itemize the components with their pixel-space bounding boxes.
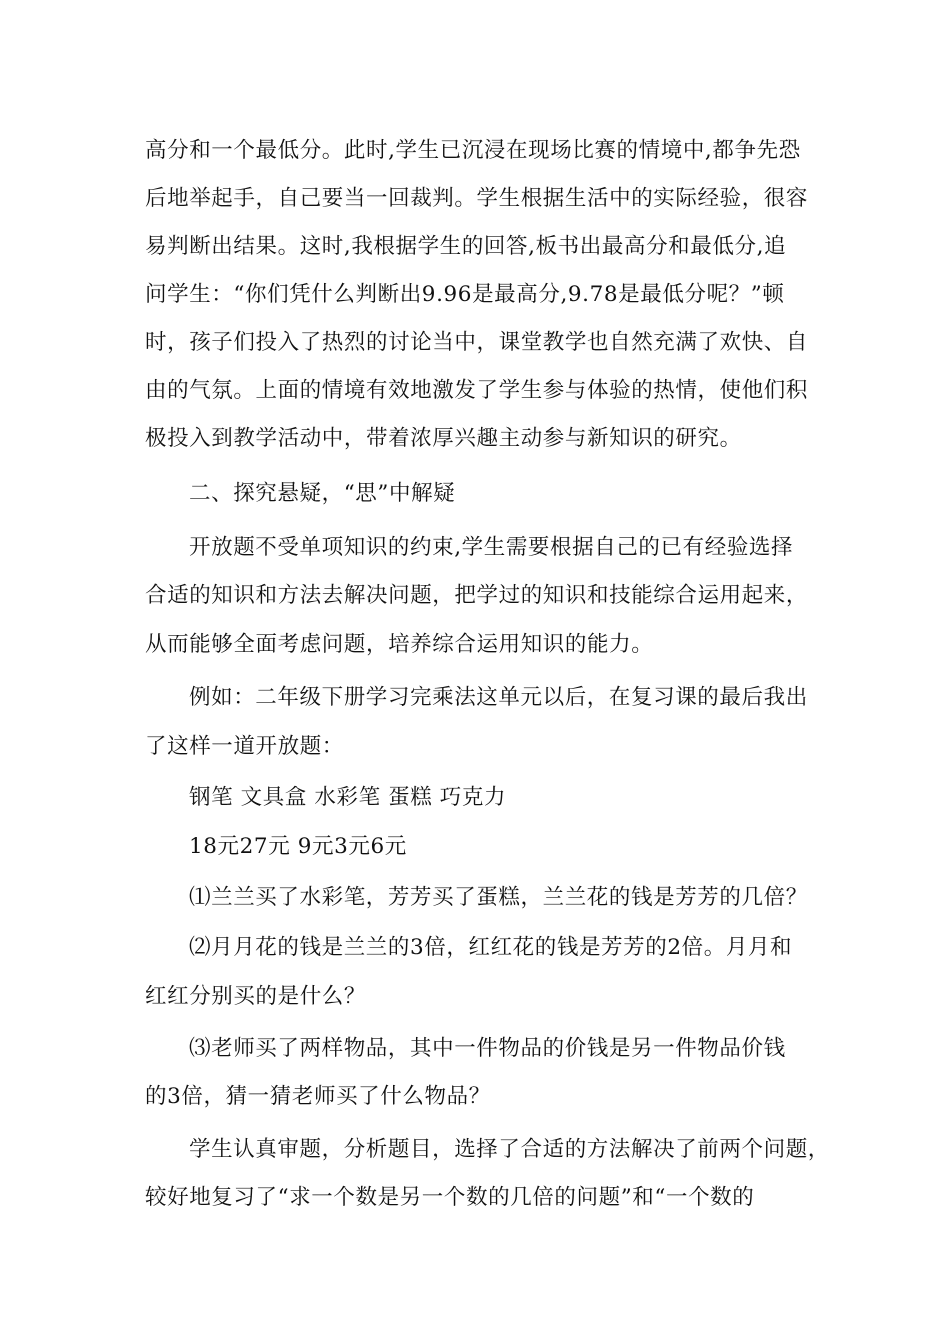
paragraph-line: 时，孩子们投入了热烈的讨论当中，课堂教学也自然充满了欢快、自 bbox=[145, 330, 809, 355]
section-heading: 二、探究悬疑，“思”中解疑 bbox=[189, 481, 456, 506]
question-1: ⑴兰兰买了水彩笔，芳芳买了蛋糕，兰兰花的钱是芳芳的几倍？ bbox=[189, 885, 808, 910]
paragraph-line: 学生认真审题，分析题目，选择了合适的方法解决了前两个问题， bbox=[189, 1137, 830, 1162]
question-2: ⑵月月花的钱是兰兰的3倍，红红花的钱是芳芳的2倍。月月和 bbox=[189, 935, 793, 960]
question-2-cont: 红红分别买的是什么？ bbox=[145, 984, 367, 1009]
paragraph-line: 高分和一个最低分。此时,学生已沉浸在现场比赛的情境中,都争先恐 bbox=[145, 138, 801, 163]
question-3: ⑶老师买了两样物品，其中一件物品的价钱是另一件物品价钱 bbox=[189, 1036, 786, 1061]
item-list: 钢笔 文具盒 水彩笔 蛋糕 巧克力 bbox=[189, 785, 507, 810]
paragraph-line: 了这样一道开放题： bbox=[145, 734, 344, 759]
paragraph-line: 从而能够全面考虑问题，培养综合运用知识的能力。 bbox=[145, 632, 654, 657]
paragraph-line: 易判断出结果。这时,我根据学生的回答,板书出最高分和最低分,追 bbox=[145, 234, 787, 259]
paragraph-line: 极投入到教学活动中，带着浓厚兴趣主动参与新知识的研究。 bbox=[145, 426, 742, 451]
paragraph-line: 开放题不受单项知识的约束,学生需要根据自己的已有经验选择 bbox=[189, 535, 794, 560]
question-3-cont: 的3倍，猜一猜老师买了什么物品？ bbox=[145, 1084, 491, 1109]
paragraph-line: 合适的知识和方法去解决问题，把学过的知识和技能综合运用起来， bbox=[145, 583, 809, 608]
paragraph-line: 例如：二年级下册学习完乘法这单元以后，在复习课的最后我出 bbox=[189, 685, 808, 710]
paragraph-line: 较好地复习了“求一个数是另一个数的几倍的问题”和“一个数的 bbox=[145, 1185, 755, 1210]
price-list: 18元27元 9元3元6元 bbox=[189, 834, 407, 859]
paragraph-line: 后地举起手，自己要当一回裁判。学生根据生活中的实际经验，很容 bbox=[145, 186, 809, 211]
paragraph-line: 由的气氛。上面的情境有效地激发了学生参与体验的热情，使他们积 bbox=[145, 378, 809, 403]
paragraph-line: 问学生：“你们凭什么判断出9.96是最高分,9.78是最低分呢？”顿 bbox=[145, 282, 785, 307]
